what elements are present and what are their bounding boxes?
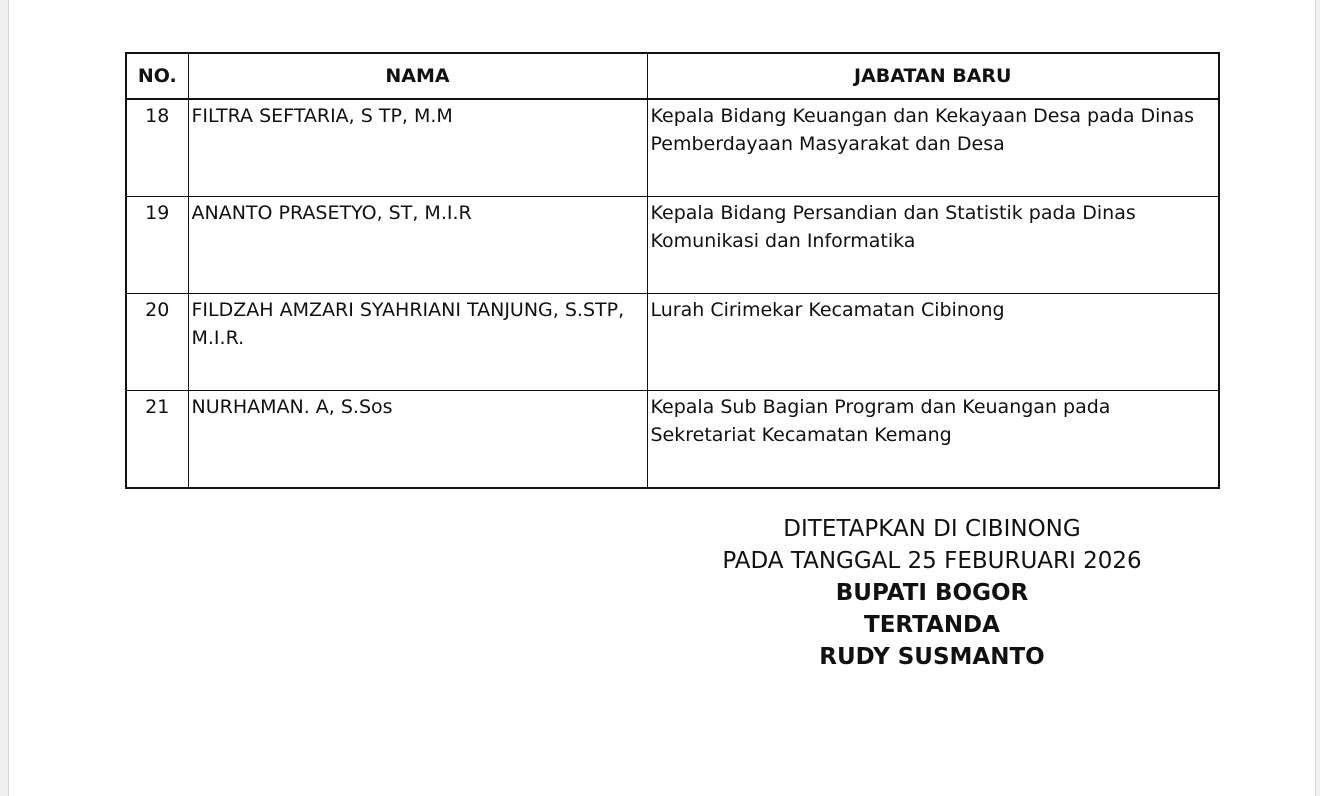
row-position: Kepala Bidang Keuangan dan Kekayaan Desa pada Dinas Pemberdayaan Masyarakat dan Desa (647, 99, 1219, 197)
signature-signed: TERTANDA (864, 612, 1000, 638)
row-position: Lurah Cirimekar Kecamatan Cibinong (647, 294, 1219, 391)
row-number: 19 (126, 197, 188, 294)
header-jabatan: JABATAN BARU (647, 53, 1219, 99)
appointment-table (125, 52, 1220, 489)
appointment-table-wrapper (125, 52, 1218, 489)
signature-office: BUPATI BOGOR (835, 580, 1029, 606)
row-name: ANANTO PRASETYO, ST, M.I.R (188, 197, 647, 294)
row-name: FILDZAH AMZARI SYAHRIANI TANJUNG, S.STP, M.I.R. (188, 294, 647, 391)
document-page (8, 0, 1316, 796)
row-name: FILTRA SEFTARIA, S TP, M.M (188, 99, 647, 197)
table-header-row (126, 53, 1219, 99)
row-number: 20 (126, 294, 188, 391)
table-row (126, 99, 1219, 197)
header-no: NO. (126, 53, 188, 99)
table-header (126, 53, 1219, 99)
row-number: 21 (126, 391, 188, 489)
table-body (126, 99, 1219, 488)
signature-block (709, 513, 1155, 673)
signature-name: RUDY SUSMANTO (819, 644, 1045, 670)
table-row (126, 197, 1219, 294)
header-nama: NAMA (188, 53, 647, 99)
row-number: 18 (126, 99, 188, 197)
signature-place: DITETAPKAN DI CIBINONG (783, 516, 1081, 542)
table-row (126, 391, 1219, 489)
signature-date: PADA TANGGAL 25 FEBURUARI 2026 (722, 548, 1142, 574)
row-position: Kepala Sub Bagian Program dan Keuangan pada Sekretariat Kecamatan Kemang (647, 391, 1219, 489)
table-row (126, 294, 1219, 391)
row-name: NURHAMAN. A, S.Sos (188, 391, 647, 489)
row-position: Kepala Bidang Persandian dan Statistik pada Dinas Komunikasi dan Informatika (647, 197, 1219, 294)
